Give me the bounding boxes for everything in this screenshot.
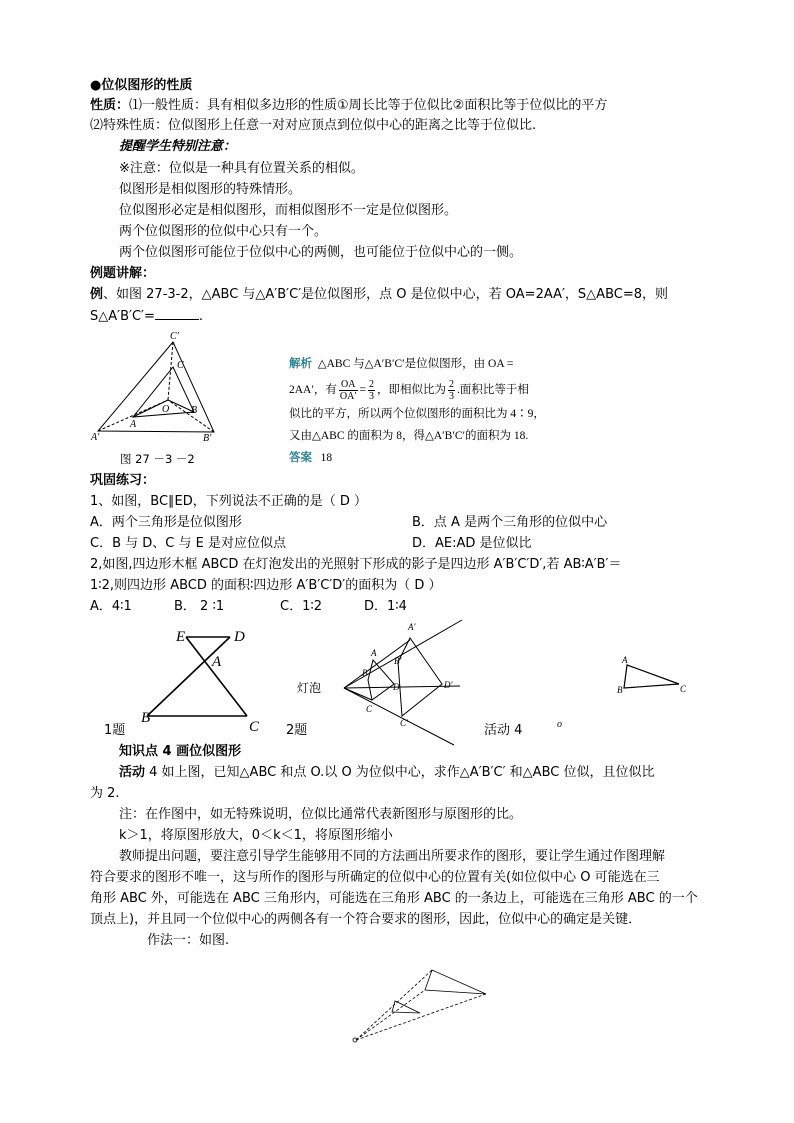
solution-equals: = — [359, 384, 367, 396]
figure-1-caption: 1题 — [104, 723, 126, 738]
fraction-denominator: 3 — [449, 390, 455, 402]
example-question-end: . — [198, 309, 204, 324]
fig2-label-a: A — [371, 648, 377, 658]
q2-option-c: C．1∶2 — [280, 599, 323, 614]
q1-option-d: D．AE:AD 是位似比 — [412, 536, 532, 551]
note-item: 两个位似图形可能位于位似中心的两侧，也可能位于位似中心的一侧。 — [119, 245, 523, 260]
solution-text-2c: ，即相似比为 — [377, 384, 447, 396]
figure-3-caption: 活动 4 — [484, 723, 523, 738]
label-b-prime: B′ — [203, 433, 212, 444]
solution-text-2d: .面积比等于相 — [457, 384, 529, 396]
figure-caption: 图 27 －3 －2 — [120, 452, 195, 466]
teacher-paragraph-line: 教师提出问题，要注意引导学生能够用不同的方法画出所要求作的图形，要让学生通过作图理解 — [119, 849, 666, 864]
question-2-line-1: 2,如图,四边形木框 ABCD 在灯泡发出的光照射下形成的影子是四边形 A′B′C′D′,若 AB∶A′B′＝ — [90, 557, 622, 572]
fig2-label-c: C — [366, 704, 373, 714]
fraction-denominator: OA′ — [339, 390, 357, 402]
activity-question-line-2: 为 2. — [90, 786, 120, 801]
fraction-numerator: 2 — [369, 378, 375, 390]
teacher-paragraph-line: 角形 ABC 外，可能选在 ABC 三角形内，可能选在三角形 ABC 的一条边上，可能选在三角形 ABC 的一个 — [90, 891, 698, 906]
fig2-label-d-prime: D′ — [444, 680, 453, 690]
fig1-label-c: C — [249, 719, 260, 735]
solution-line-3: 似比的平方，所以两个位似图形的面积比为 4∶9， — [289, 408, 545, 420]
note-item: ※注意：位似是一种具有位置关系的相似。 — [119, 161, 364, 176]
fig3-label-c: C — [680, 684, 687, 694]
fig2-label-lamp: 灯泡 — [297, 681, 322, 695]
q1-option-c: C．B 与 D、C 与 E 是对应位似点 — [90, 536, 286, 551]
q2-option-d: D．1∶4 — [364, 599, 407, 614]
fig1-label-a: A — [212, 654, 222, 670]
q2-option-a: A．4∶1 — [90, 599, 132, 614]
fraction-numerator: OA — [339, 379, 358, 391]
fig2-label-b-prime: B′ — [394, 656, 402, 666]
example-label: 例 — [90, 287, 104, 302]
fig2-label-c-prime: C′ — [400, 718, 408, 728]
question-1: 1、如图，BC∥ED，下列说法不正确的是（ D ） — [90, 494, 368, 509]
label-c-prime: C′ — [170, 331, 179, 342]
label-a-prime: A′ — [91, 432, 100, 443]
property-general: ⑴一般性质：具有相似多边形的性质①周长比等于位似比②面积比等于位似比的平方 — [129, 98, 608, 113]
fig1-label-b: B — [141, 710, 151, 726]
property-label: 性质： — [90, 98, 130, 113]
fig1-label-d: D — [234, 629, 245, 645]
example-heading: 例题讲解： — [90, 266, 156, 281]
label-c: C — [177, 360, 184, 371]
fig2-label-a-prime: A′ — [408, 622, 416, 632]
fraction-denominator: 3 — [369, 390, 375, 402]
label-b: B — [191, 405, 198, 416]
note-item: 似图形是相似图形的特殊情形。 — [119, 182, 302, 197]
fig3-label-a: A — [622, 655, 628, 665]
solution-label: 解析 — [289, 358, 312, 370]
answer-value: 18 — [320, 452, 333, 464]
example-question-text-2: S△A′B′C′= — [90, 309, 155, 324]
figure-2-caption: 2题 — [286, 723, 308, 738]
fig2-label-d: D — [393, 682, 400, 692]
note-item: 位似图形必定是相似图形，而相似图形不一定是位似图形。 — [119, 203, 458, 218]
q2-option-b: B． 2 ∶1 — [174, 599, 225, 614]
knowledge-point-heading: 知识点 4 画位似图形 — [119, 744, 242, 759]
activity-note-1: 注：在作图中，如无特殊说明，位似比通常代表新图形与原图形的比。 — [119, 807, 523, 822]
label-a: A — [130, 419, 137, 430]
property-special: ⑵特殊性质：位似图形上任意一对对应顶点到位似中心的距离之比等于位似比. — [90, 118, 537, 133]
solution-text-2a: 2AA′，有 — [289, 384, 337, 396]
solution-text-1: △ABC 与△A′B′C′是位似图形，由 OA = — [317, 358, 514, 370]
section-title: ●位似图形的性质 — [90, 78, 193, 93]
question-2-line-2: 1∶2,则四边形 ABCD 的面积∶四边形 A′B′C′D′的面积为（ D ） — [90, 578, 442, 593]
example-question-text: 、如图 27-3-2，△ABC 与△A′B′C′是位似图形，点 O 是位似中心，若 OA=2AA′，S△ABC=8，则 — [103, 287, 669, 302]
teacher-paragraph-line: 顶点上)，并且同一个位似中心的两侧各有一个符合要求的图形，因此，位似中心的确定是关键． — [90, 912, 642, 927]
fig3-label-o: o — [557, 719, 562, 730]
note-item: 两个位似图形的位似中心只有一个。 — [119, 224, 328, 239]
teacher-paragraph-line: 符合要求的图形不唯一，这与所作的图形与所确定的位似中心的位置有关(如位似中心 O 可能选在三 — [90, 870, 660, 885]
label-o: O — [162, 404, 170, 415]
reminder-heading: 提醒学生特别注意： — [119, 139, 237, 154]
activity-question-text: 4 如上图，已知△ABC 和点 O.以 O 为位似中心，求作△A′B′C′ 和△ABC 位似，且位似比 — [145, 765, 655, 780]
answer-label: 答案 — [289, 452, 312, 464]
fig3-label-b: B — [617, 685, 623, 695]
activity-note-2: k＞1，将原图形放大，0＜k＜1，将原图形缩小 — [119, 828, 393, 843]
activity-label: 活动 — [119, 765, 146, 780]
q1-option-b: B．点 A 是两个三角形的位似中心 — [412, 515, 608, 530]
solution-line-4: 又由△ABC 的面积为 8，得△A′B′C′的面积为 18. — [289, 430, 529, 442]
construction-method: 作法一：如图. — [147, 933, 230, 948]
fig2-label-b: B — [362, 668, 368, 678]
q1-option-a: A．两个三角形是位似图形 — [90, 515, 242, 530]
practice-heading: 巩固练习： — [90, 473, 156, 488]
fig1-label-e: E — [176, 629, 186, 645]
fraction-numerator: 2 — [449, 378, 455, 390]
